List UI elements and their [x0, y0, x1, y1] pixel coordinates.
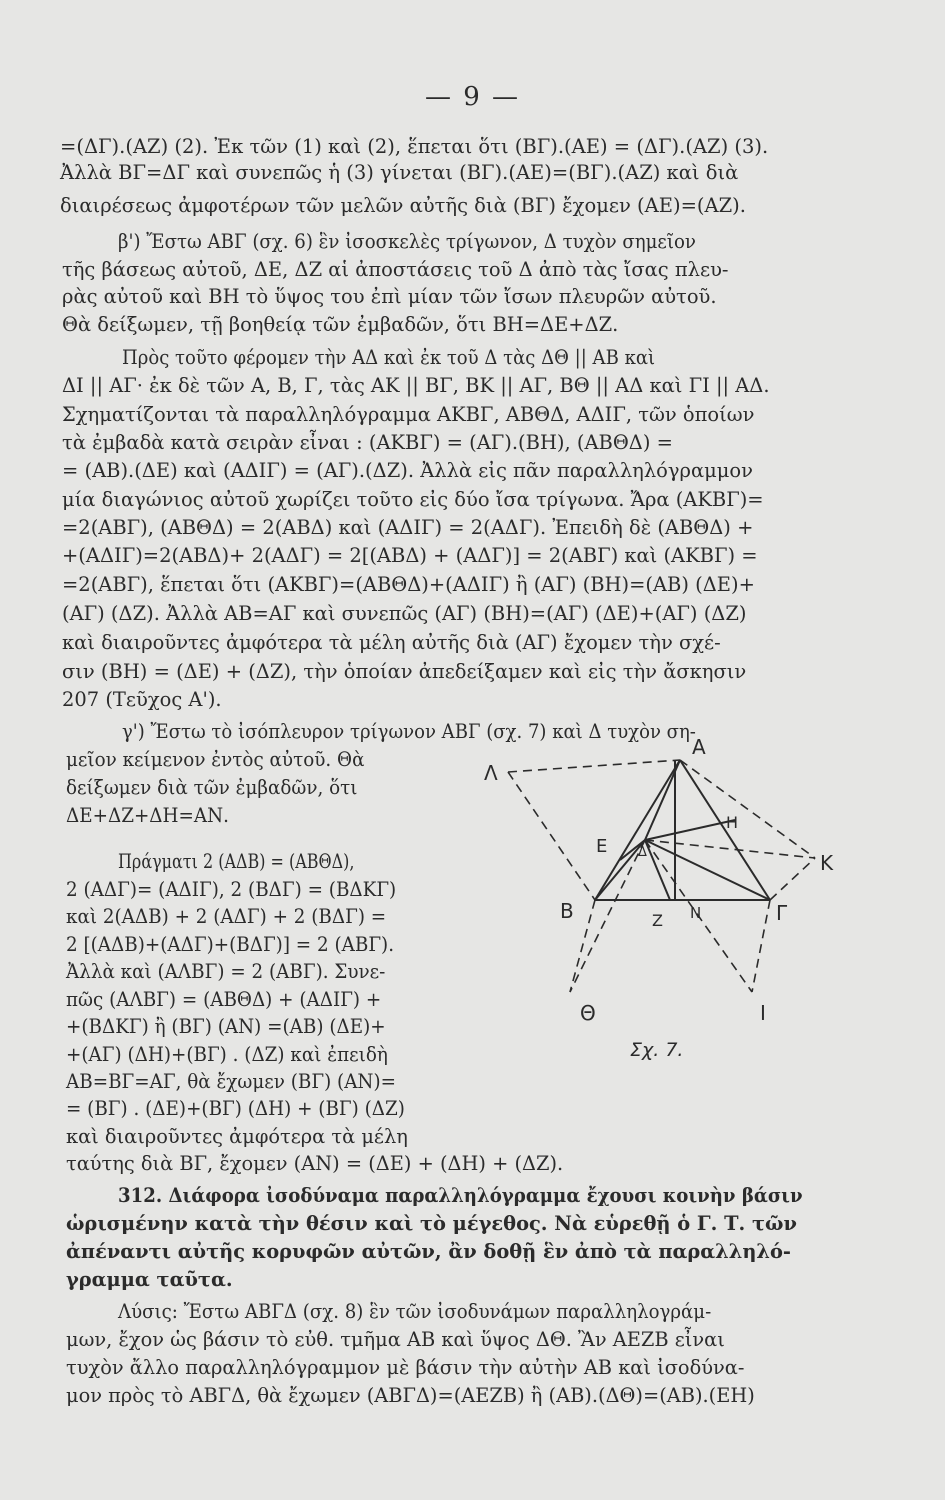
label-e: Ε	[596, 836, 608, 857]
solution-line: μον πρὸς τὸ ΑΒΓΔ, θὰ ἔχωμεν (ΑΒΓΔ)=(ΑΕΖΒ) ἢ (ΑΒ).(ΔΘ)=(ΑΒ).(ΕΗ)	[66, 1384, 755, 1407]
text-line: +(ΑΔΙΓ)=2(ΑΒΔ)+ 2(ΑΔΓ) = 2[(ΑΒΔ) + (ΑΔΓ)] = 2(ΑΒΓ) καὶ (ΑΚΒΓ) =	[62, 544, 758, 567]
label-g: Γ	[776, 901, 788, 925]
dashed-g-i	[752, 900, 770, 992]
text-line: Θὰ δείξωμεν, τῇ βοηθείᾳ τῶν ἐμβαδῶν, ὅτι ΒΗ=ΔΕ+ΔΖ.	[62, 313, 619, 336]
label-h: Η	[726, 813, 739, 832]
text-line: ΔΕ+ΔΖ+ΔΗ=ΑΝ.	[66, 804, 230, 827]
problem-heading: ἀπέναντι αὐτῆς κορυφῶν αὐτῶν, ἂν δοθῇ ἓν ἀπὸ τὰ παραλληλό-	[66, 1240, 791, 1263]
dashed-d-theta	[570, 840, 645, 992]
dashed-gk	[770, 858, 815, 900]
text-line: πῶς (ΑΛΒΓ) = (ΑΒΘΔ) + (ΑΔΙΓ) +	[66, 988, 382, 1011]
text-line: 207 (Τεῦχος Α').	[62, 688, 222, 711]
text-line: σιν (ΒΗ) = (ΔΕ) + (ΔΖ), τὴν ὁποίαν ἀπεδείξαμεν καὶ εἰς τὴν ἄσκησιν	[62, 660, 747, 683]
label-l: Λ	[484, 761, 498, 785]
text-line: β') Ἔστω ΑΒΓ (σχ. 6) ἓν ἰσοσκελὲς τρίγωνον, Δ τυχὸν σημεῖον	[118, 230, 696, 253]
side-ab	[595, 760, 680, 900]
text-line: 2 [(ΑΔΒ)+(ΑΔΓ)+(ΒΔΓ)] = 2 (ΑΒΓ).	[66, 933, 395, 956]
text-line: +(ΑΓ) (ΔΗ)+(ΒΓ) . (ΔΖ) καὶ ἐπειδὴ	[66, 1043, 388, 1066]
problem-heading: γραμμα ταῦτα.	[66, 1268, 233, 1291]
text-line: γ') Ἔστω τὸ ἰσόπλευρον τρίγωνον ΑΒΓ (σχ. 7) καὶ Δ τυχὸν ση-	[122, 720, 696, 743]
dashed-b-theta	[570, 900, 595, 992]
text-line: +(ΒΔΚΓ) ἢ (ΒΓ) (ΑΝ) =(ΑΒ) (ΔΕ)+	[66, 1015, 386, 1038]
text-line: ρὰς αὐτοῦ καὶ ΒΗ τὸ ὕψος του ἐπὶ μίαν τῶν ἴσων πλευρῶν αὐτοῦ.	[62, 285, 717, 308]
text-line: Ἀλλὰ ΒΓ=ΔΓ καὶ συνεπῶς ἡ (3) γίνεται (ΒΓ).(ΑΕ)=(ΒΓ).(ΑΖ) καὶ διὰ	[60, 161, 739, 184]
text-line: διαιρέσεως ἀμφοτέρων τῶν μελῶν αὐτῆς διὰ (ΒΓ) ἔχομεν (ΑΕ)=(ΑΖ).	[60, 194, 746, 217]
dashed-ak	[680, 760, 815, 858]
figure-7	[470, 730, 850, 1070]
text-line: καὶ διαιροῦντες ἀμφότερα τὰ μέλη	[66, 1125, 408, 1148]
text-line: τὰ ἐμβαδὰ κατὰ σειρὰν εἶναι : (ΑΚΒΓ) = (ΑΓ).(ΒΗ), (ΑΒΘΔ) =	[62, 431, 673, 454]
text-line: = (ΑΒ).(ΔΕ) καὶ (ΑΔΙΓ) = (ΑΓ).(ΔΖ). Ἀλλὰ εἰς πᾶν παραλληλόγραμμον	[62, 459, 753, 482]
figure-caption: Σχ. 7.	[630, 1039, 684, 1061]
text-line: (ΑΓ) (ΔΖ). Ἀλλὰ ΑΒ=ΑΓ καὶ συνεπῶς (ΑΓ) (ΒΗ)=(ΑΓ) (ΔΕ)+(ΑΓ) (ΔΖ)	[62, 602, 747, 625]
text-line: ταύτης διὰ ΒΓ, ἔχομεν (ΑΝ) = (ΔΕ) + (ΔΗ) + (ΔΖ).	[66, 1152, 564, 1175]
problem-heading: ὡρισμένην κατὰ τὴν θέσιν καὶ τὸ μέγεθος. Νὰ εὑρεθῇ ὁ Γ. Τ. τῶν	[66, 1212, 797, 1235]
text-line: καὶ διαιροῦντες ἀμφότερα τὰ μέλη αὐτῆς διὰ (ΑΓ) ἔχομεν τὴν σχέ-	[62, 631, 721, 654]
text-line: =(ΔΓ).(ΑΖ) (2). Ἐκ τῶν (1) καὶ (2), ἕπεται ὅτι (ΒΓ).(ΑΕ) = (ΔΓ).(ΑΖ) (3).	[60, 135, 769, 158]
label-d: Δ	[638, 845, 647, 860]
problem-heading: 312. Διάφορα ἰσοδύναμα παραλληλόγραμμα ἔχουσι κοινὴν βάσιν	[118, 1184, 803, 1207]
solution-line: μων, ἔχον ὡς βάσιν τὸ εὐθ. τμῆμα ΑΒ καὶ ὕψος ΔΘ. Ἂν ΑΕΖΒ εἶναι	[66, 1328, 725, 1351]
label-n: Ν	[690, 904, 702, 922]
text-line: ΔΙ || ΑΓ· ἐκ δὲ τῶν Α, Β, Γ, τὰς ΑΚ || ΒΓ, ΒΚ || ΑΓ, ΒΘ || ΑΔ καὶ ΓΙ || ΑΔ.	[62, 374, 770, 397]
segment-dh	[645, 820, 735, 840]
text-line: =2(ΑΒΓ), ἕπεται ὅτι (ΑΚΒΓ)=(ΑΒΘΔ)+(ΑΔΙΓ) ἢ (ΑΓ) (ΒΗ)=(ΑΒ) (ΔΕ)+	[62, 573, 755, 596]
dashed-lb	[508, 772, 595, 900]
text-line: =2(ΑΒΓ), (ΑΒΘΔ) = 2(ΑΒΔ) καὶ (ΑΔΙΓ) = 2(ΑΔΓ). Ἐπειδὴ δὲ (ΑΒΘΔ) +	[62, 516, 754, 539]
text-line: ΑΒ=ΒΓ=ΑΓ, θὰ ἔχωμεν (ΒΓ) (ΑΝ)=	[66, 1070, 396, 1093]
label-z: Ζ	[652, 911, 663, 930]
dashed-la	[508, 760, 680, 772]
text-line: = (ΒΓ) . (ΔΕ)+(ΒΓ) (ΔΗ) + (ΒΓ) (ΔΖ)	[66, 1097, 405, 1120]
label-theta: Θ	[580, 1001, 596, 1025]
text-line: Πρὸς τοῦτο φέρομεν τὴν ΑΔ καὶ ἐκ τοῦ Δ τὰς ΔΘ || ΑΒ καὶ	[122, 346, 656, 369]
text-line: Ἀλλὰ καὶ (ΑΛΒΓ) = 2 (ΑΒΓ). Συνε-	[66, 960, 386, 983]
label-a: Α	[692, 735, 706, 759]
solution-line: τυχὸν ἄλλο παραλληλόγραμμον μὲ βάσιν τὴν αὐτὴν ΑΒ καὶ ἰσοδύνα-	[66, 1356, 745, 1379]
text-line: Πράγματι 2 (ΑΔΒ) = (ΑΒΘΔ),	[118, 850, 355, 873]
solution-line: Λύσις: Ἔστω ΑΒΓΔ (σχ. 8) ἓν τῶν ἰσοδυνάμων παραλληλογράμ-	[118, 1300, 712, 1323]
text-line: καὶ 2(ΑΔΒ) + 2 (ΑΔΓ) + 2 (ΒΔΓ) =	[66, 905, 387, 928]
label-b: Β	[560, 899, 574, 923]
dashed-dk	[645, 840, 815, 858]
text-line: Σχηματίζονται τὰ παραλληλόγραμμα ΑΚΒΓ, ΑΒΘΔ, ΑΔΙΓ, τῶν ὁποίων	[62, 403, 755, 426]
text-line: τῆς βάσεως αὐτοῦ, ΔΕ, ΔΖ αἱ ἀποστάσεις τοῦ Δ ἀπὸ τὰς ἴσας πλευ-	[62, 258, 729, 281]
text-line: μεῖον κείμενον ἐντὸς αὐτοῦ. Θὰ	[66, 748, 365, 771]
label-k: Κ	[820, 851, 834, 875]
text-line: δείξωμεν διὰ τῶν ἐμβαδῶν, ὅτι	[66, 776, 358, 799]
label-i: Ι	[760, 1001, 766, 1025]
text-line: μία διαγώνιος αὐτοῦ χωρίζει τοῦτο εἰς δύο ἴσα τρίγωνα. Ἄρα (ΑΚΒΓ)=	[62, 488, 764, 511]
text-line: 2 (ΑΔΓ)= (ΑΔΙΓ), 2 (ΒΔΓ) = (ΒΔΚΓ)	[66, 878, 397, 901]
page-number: — 9 —	[424, 82, 521, 112]
